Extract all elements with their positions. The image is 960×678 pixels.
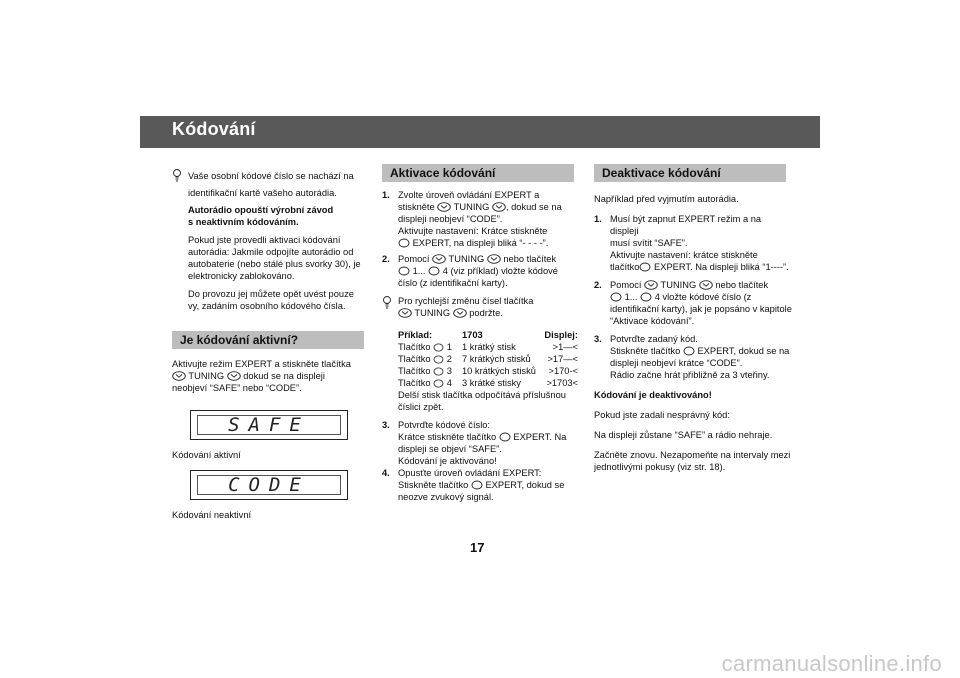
left-instructions: [172, 358, 368, 394]
paragraph: Na displeji zůstane “SAFE” a rádio nehraje.: [594, 430, 773, 440]
lcd-display-safe: [190, 410, 348, 440]
table-row: Tlačítko 4 3 krátké stisky >1703<: [398, 378, 578, 388]
hold-text: Delší stisk tlačítka odpočítává příslušnou: [398, 390, 566, 400]
step-1: 1. Zvolte úroveň ovládání EXPERT a stiskněte TUNING , dokud se na displeji neobjeví “CODE”. Aktivujte nastavení: Krátce stiskněte EXPERT, na displeji bliká “- - - -”.: [382, 190, 562, 248]
expert-button-icon: [499, 432, 511, 442]
step-4: 4. Opusťte úroveň ovládání EXPERT: Stiskněte tlačítko EXPERT, dokud se neozve zvukový signál.: [382, 468, 565, 502]
tuning-down-icon: [432, 254, 446, 264]
tip-note: Pro rychlejší změnu čísel tlačítka TUNING podržte.: [382, 295, 578, 319]
page-number: 17: [470, 540, 485, 555]
page-title: Kódování: [172, 119, 256, 139]
hold-text: číslici zpět.: [398, 402, 444, 412]
table-row: Tlačítko 1 1 krátký stisk >1—<: [398, 342, 578, 352]
instruction-text: Aktivujte režim EXPERT a stiskněte tlačítka: [172, 359, 351, 369]
section-title: Je kódování aktivní?: [172, 331, 364, 349]
step-2: 2. Pomocí TUNING nebo tlačítek 1... 4 vložte kódové číslo (z identifikační karty), jak je popsáno v kapitole “Aktivace kódování”.: [594, 280, 792, 326]
deactivated-bold: Kódování je deaktivováno!: [594, 390, 712, 400]
intro-text: Například před vyjmutím autorádia.: [594, 194, 739, 204]
preset-button-icon: [640, 292, 652, 302]
paragraph: Do provozu jej můžete opět uvést pouze vy, zadáním osobního kódového čísla.: [188, 289, 354, 311]
preset-button-icon: [433, 355, 444, 364]
preset-button-icon: [433, 379, 444, 388]
tuning-up-icon: [227, 371, 241, 381]
tuning-down-icon: [644, 280, 658, 290]
step-1: 1. Musí být zapnut EXPERT režim a na displeji musí svítit “SAFE”. Aktivujte nastavení: krátce stiskněte tlačítko EXPERT. Na displeji bliká “1----”.: [594, 214, 789, 272]
lcd-display-code: [190, 470, 348, 500]
expert-button-icon: [639, 262, 651, 272]
bold-text: Autorádio opouští výrobní závod s neaktivním kódováním.: [188, 205, 334, 227]
section-title: Deaktivace kódování: [594, 164, 786, 182]
tuning-up-icon: [699, 280, 713, 290]
header-band: [140, 116, 820, 148]
table-row: Tlačítko 2 7 krátkých stisků >17—<: [398, 354, 578, 364]
tuning-up-icon: [453, 308, 467, 318]
step-3: 3. Potvrďte kódové číslo: Krátce stiskněte tlačítko EXPERT. Na displeji se objeví “SAFE”. Kódování je aktivováno!: [382, 420, 567, 466]
info-note: [172, 168, 366, 312]
table-header: Příklad: 1703 Displej:: [398, 330, 578, 340]
lcd-code-text: CODE: [228, 474, 310, 496]
watermark: carmanualsonline.info: [721, 651, 942, 676]
preset-button-icon: [433, 343, 444, 352]
example-block: [382, 329, 578, 413]
caption-active: Kódování aktivní: [172, 450, 241, 460]
tuning-up-icon: [492, 202, 506, 212]
instruction-line: TUNING dokud se na displeji: [172, 370, 368, 382]
preset-button-icon: [398, 266, 410, 276]
paragraph: Pokud jste zadali nesprávný kód:: [594, 410, 730, 420]
preset-button-icon: [433, 367, 444, 376]
example-table: [398, 329, 578, 389]
right-column: [594, 193, 792, 473]
middle-section: [382, 164, 574, 182]
tuning-down-icon: [437, 202, 451, 212]
tuning-up-icon: [487, 254, 501, 264]
instruction-text: neobjeví “SAFE” nebo “CODE”.: [172, 383, 302, 393]
expert-button-icon: [398, 238, 410, 248]
expert-button-icon: [471, 480, 483, 490]
lightbulb-icon: [172, 168, 182, 182]
tuning-down-icon: [172, 371, 186, 381]
step-2: 2. Pomocí TUNING nebo tlačítek 1... 4 (viz příklad) vložte kódové číslo (z identifikační karty).: [382, 254, 558, 288]
lightbulb-icon: [382, 295, 392, 309]
left-column: [172, 168, 366, 312]
lcd-safe-text: SAFE: [228, 414, 310, 436]
paragraph: Začněte znovu. Nezapomeňte na intervaly mezi jednotlivými pokusy (viz str. 18).: [594, 450, 791, 472]
preset-button-icon: [610, 292, 622, 302]
section-title: Aktivace kódování: [382, 164, 574, 182]
tuning-down-icon: [398, 308, 412, 318]
right-section: [594, 164, 786, 182]
preset-button-icon: [428, 266, 440, 276]
step-3: 3. Potvrďte zadaný kód. Stiskněte tlačítko EXPERT, dokud se na displeji neobjeví krátce “CODE”. Rádio začne hrát přibližně za 3 vteřiny.: [594, 334, 790, 380]
caption-inactive: Kódování neaktivní: [172, 510, 252, 520]
middle-column: [382, 189, 578, 503]
left-section-2: [172, 331, 364, 349]
paragraph: Pokud jste provedli aktivaci kódování autorádia: Jakmile odpojíte autorádio od autobaterie (nebo stálé plus svorky 30), je elektronicky zablokováno.: [188, 235, 361, 281]
note-text: Vaše osobní kódové číslo se nachází na identifikační kartě vašeho autorádia.: [188, 171, 354, 198]
table-row: Tlačítko 3 10 krátkých stisků >170-<: [398, 366, 578, 376]
expert-button-icon: [683, 346, 695, 356]
